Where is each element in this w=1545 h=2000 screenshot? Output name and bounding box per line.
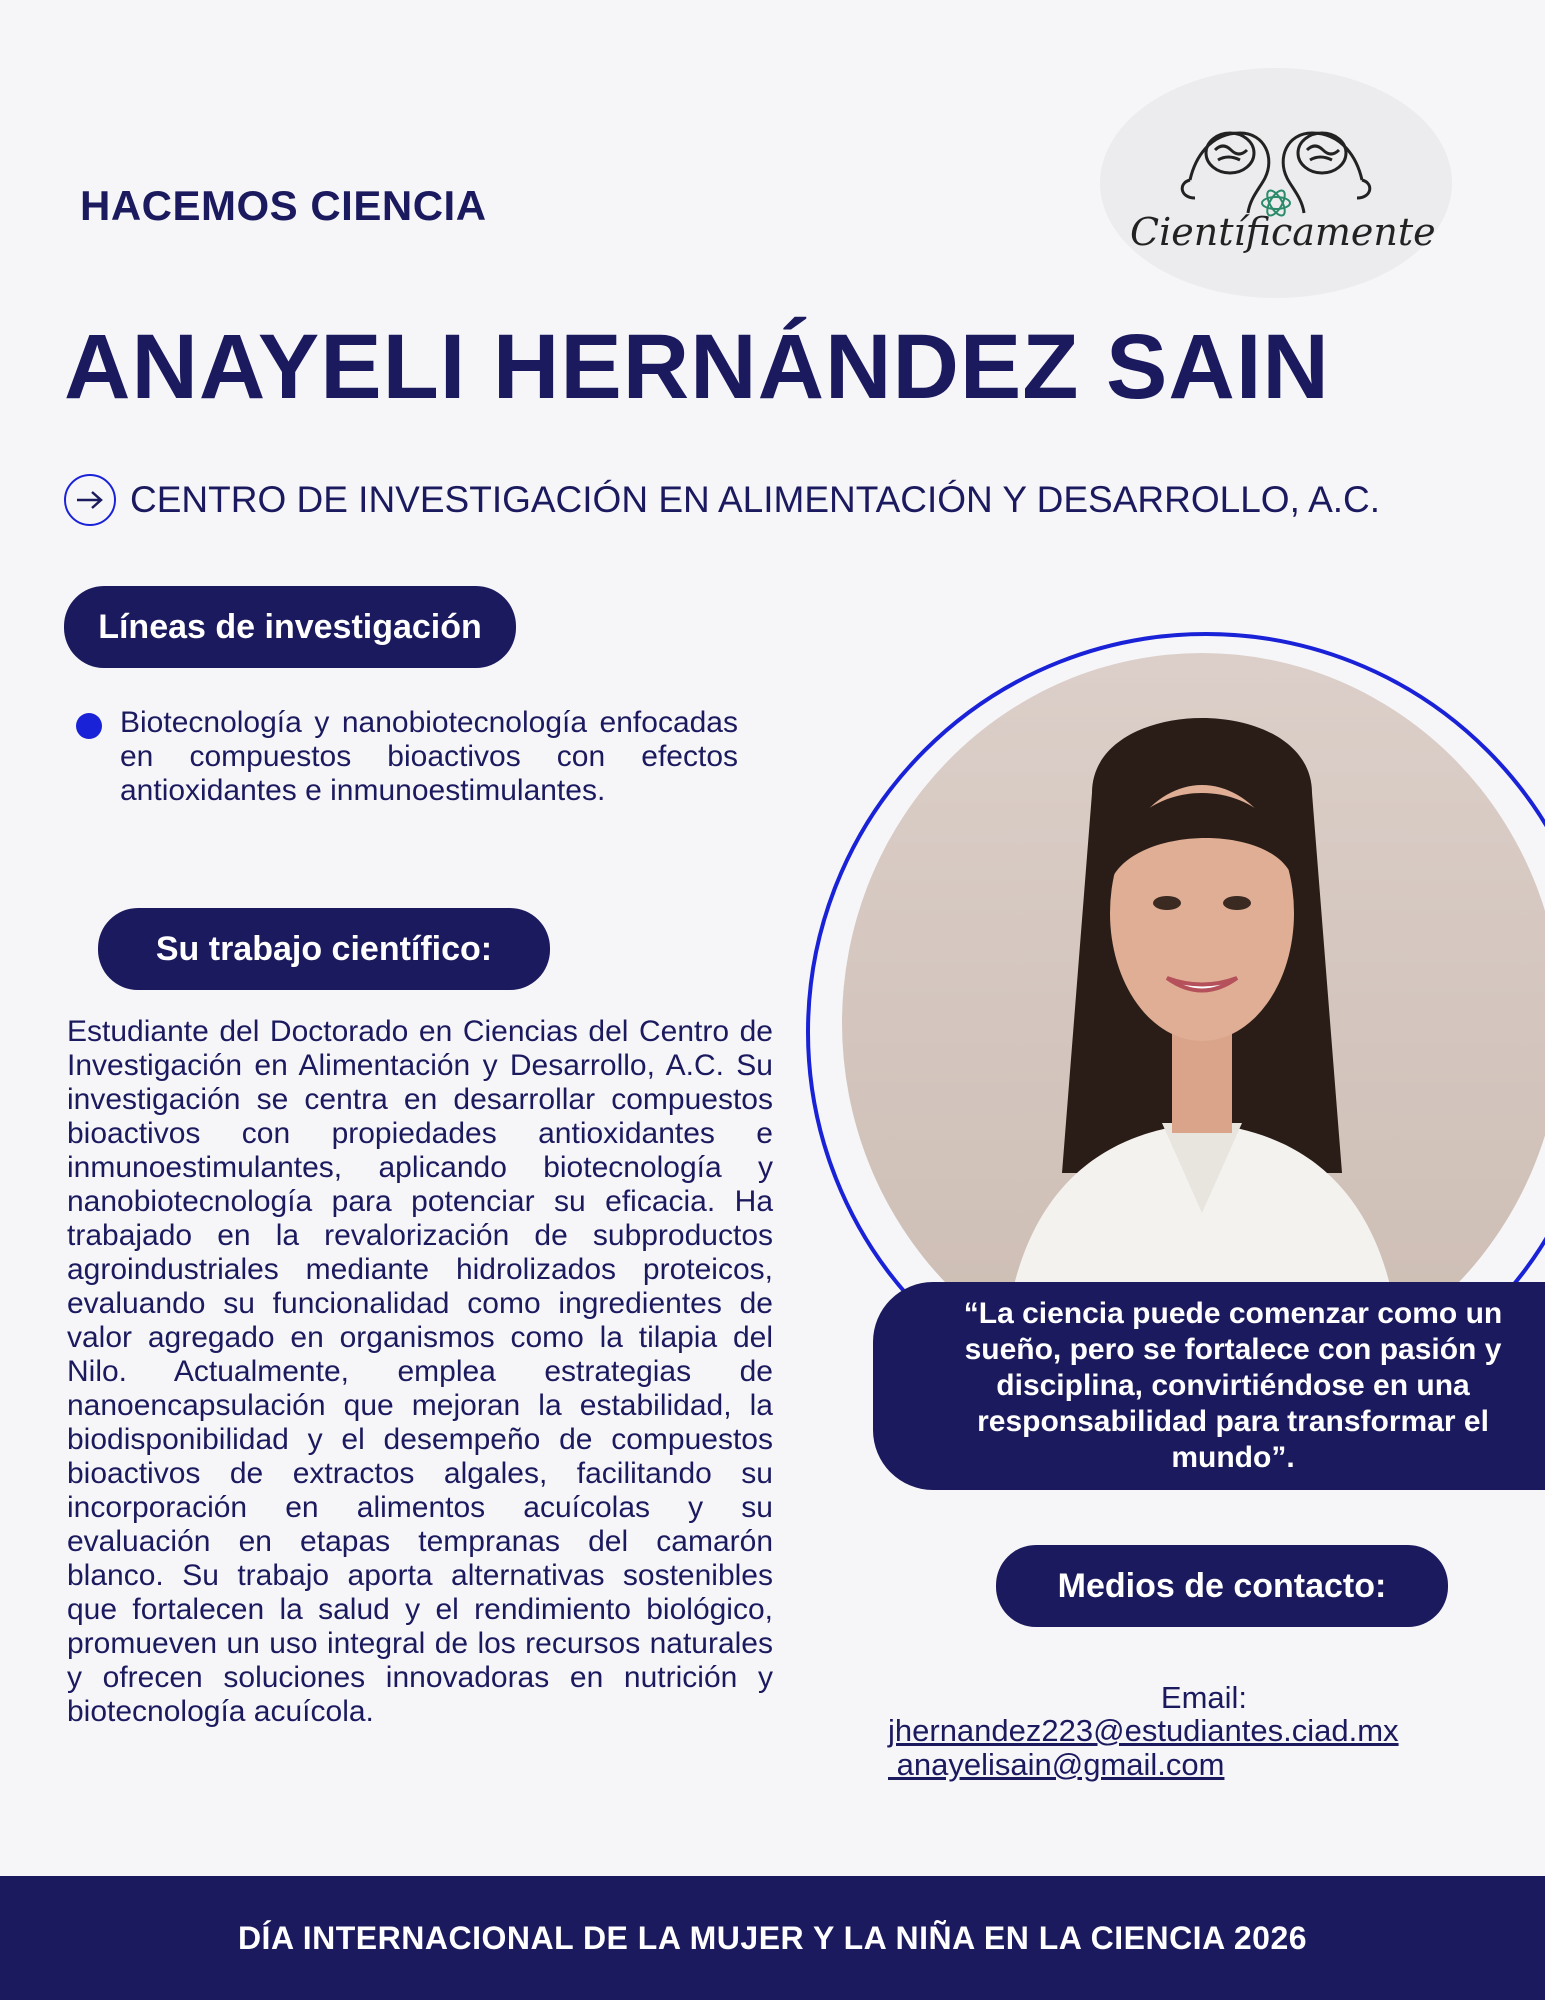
email-link-institutional[interactable]: jhernandez223@estudiantes.ciad.mx	[888, 1713, 1399, 1748]
logo-text: Científicamente	[1130, 210, 1436, 254]
logo	[1100, 68, 1452, 298]
footer-banner: DÍA INTERNACIONAL DE LA MUJER Y LA NIÑA EN LA CIENCIA 2026	[0, 1876, 1545, 2000]
email-link-personal[interactable]: anayelisain@gmail.com	[888, 1747, 1225, 1782]
research-line-item: Biotecnología y nanobiotecnología enfocadas en compuestos bioactivos con efectos antioxidantes e inmunoestimulantes.	[120, 706, 738, 807]
bullet-dot-icon	[76, 713, 102, 739]
kicker-heading: HACEMOS CIENCIA	[80, 182, 487, 229]
arrow-right-circle-icon	[64, 474, 116, 526]
institution-row	[64, 474, 1380, 526]
contact-heading: Medios de contacto:	[996, 1545, 1448, 1627]
research-lines-heading: Líneas de investigación	[64, 586, 516, 668]
person-name: ANAYELI HERNÁNDEZ SAIN	[64, 316, 1330, 418]
scientific-work-heading: Su trabajo científico:	[98, 908, 550, 990]
quote-box: “La ciencia puede comenzar como un sueño, pero se fortalece con pasión y disciplina, convirtiéndose en una responsabilidad para transformar el mundo”.	[873, 1282, 1545, 1490]
institution-name: CENTRO DE INVESTIGACIÓN EN ALIMENTACIÓN Y DESARROLLO, A.C.	[130, 479, 1381, 520]
scientific-work-text: Estudiante del Doctorado en Ciencias del Centro de Investigación en Alimentación y Desarrollo, A.C. Su investigación se centra en desarrollar compuestos bioactivos con propiedades antioxidantes e inmunoestimulantes, aplicando biotecnología y nanobiotecnología para potenciar su eficacia. Ha trabajado en la revalorización de subproductos agroindustriales mediante hidrolizados proteicos, evaluando su funcionalidad como ingredientes de valor agregado en organismos como la tilapia del Nilo. Actualmente, emplea estrategias de nanoencapsulación que mejoran la estabilidad, la biodisponibilidad y el desempeño de compuestos bioactivos de extractos algales, facilitando su incorporación en alimentos acuícolas y su evaluación en etapas tempranas del camarón blanco. Su trabajo aporta alternativas sostenibles que fortalecen la salud y el rendimiento biológico, promueven un uso integral de los recursos naturales y ofrecen soluciones innovadoras en nutrición y biotecnología acuícola.	[67, 1015, 773, 1728]
email-label: Email:	[1160, 1680, 1248, 1715]
